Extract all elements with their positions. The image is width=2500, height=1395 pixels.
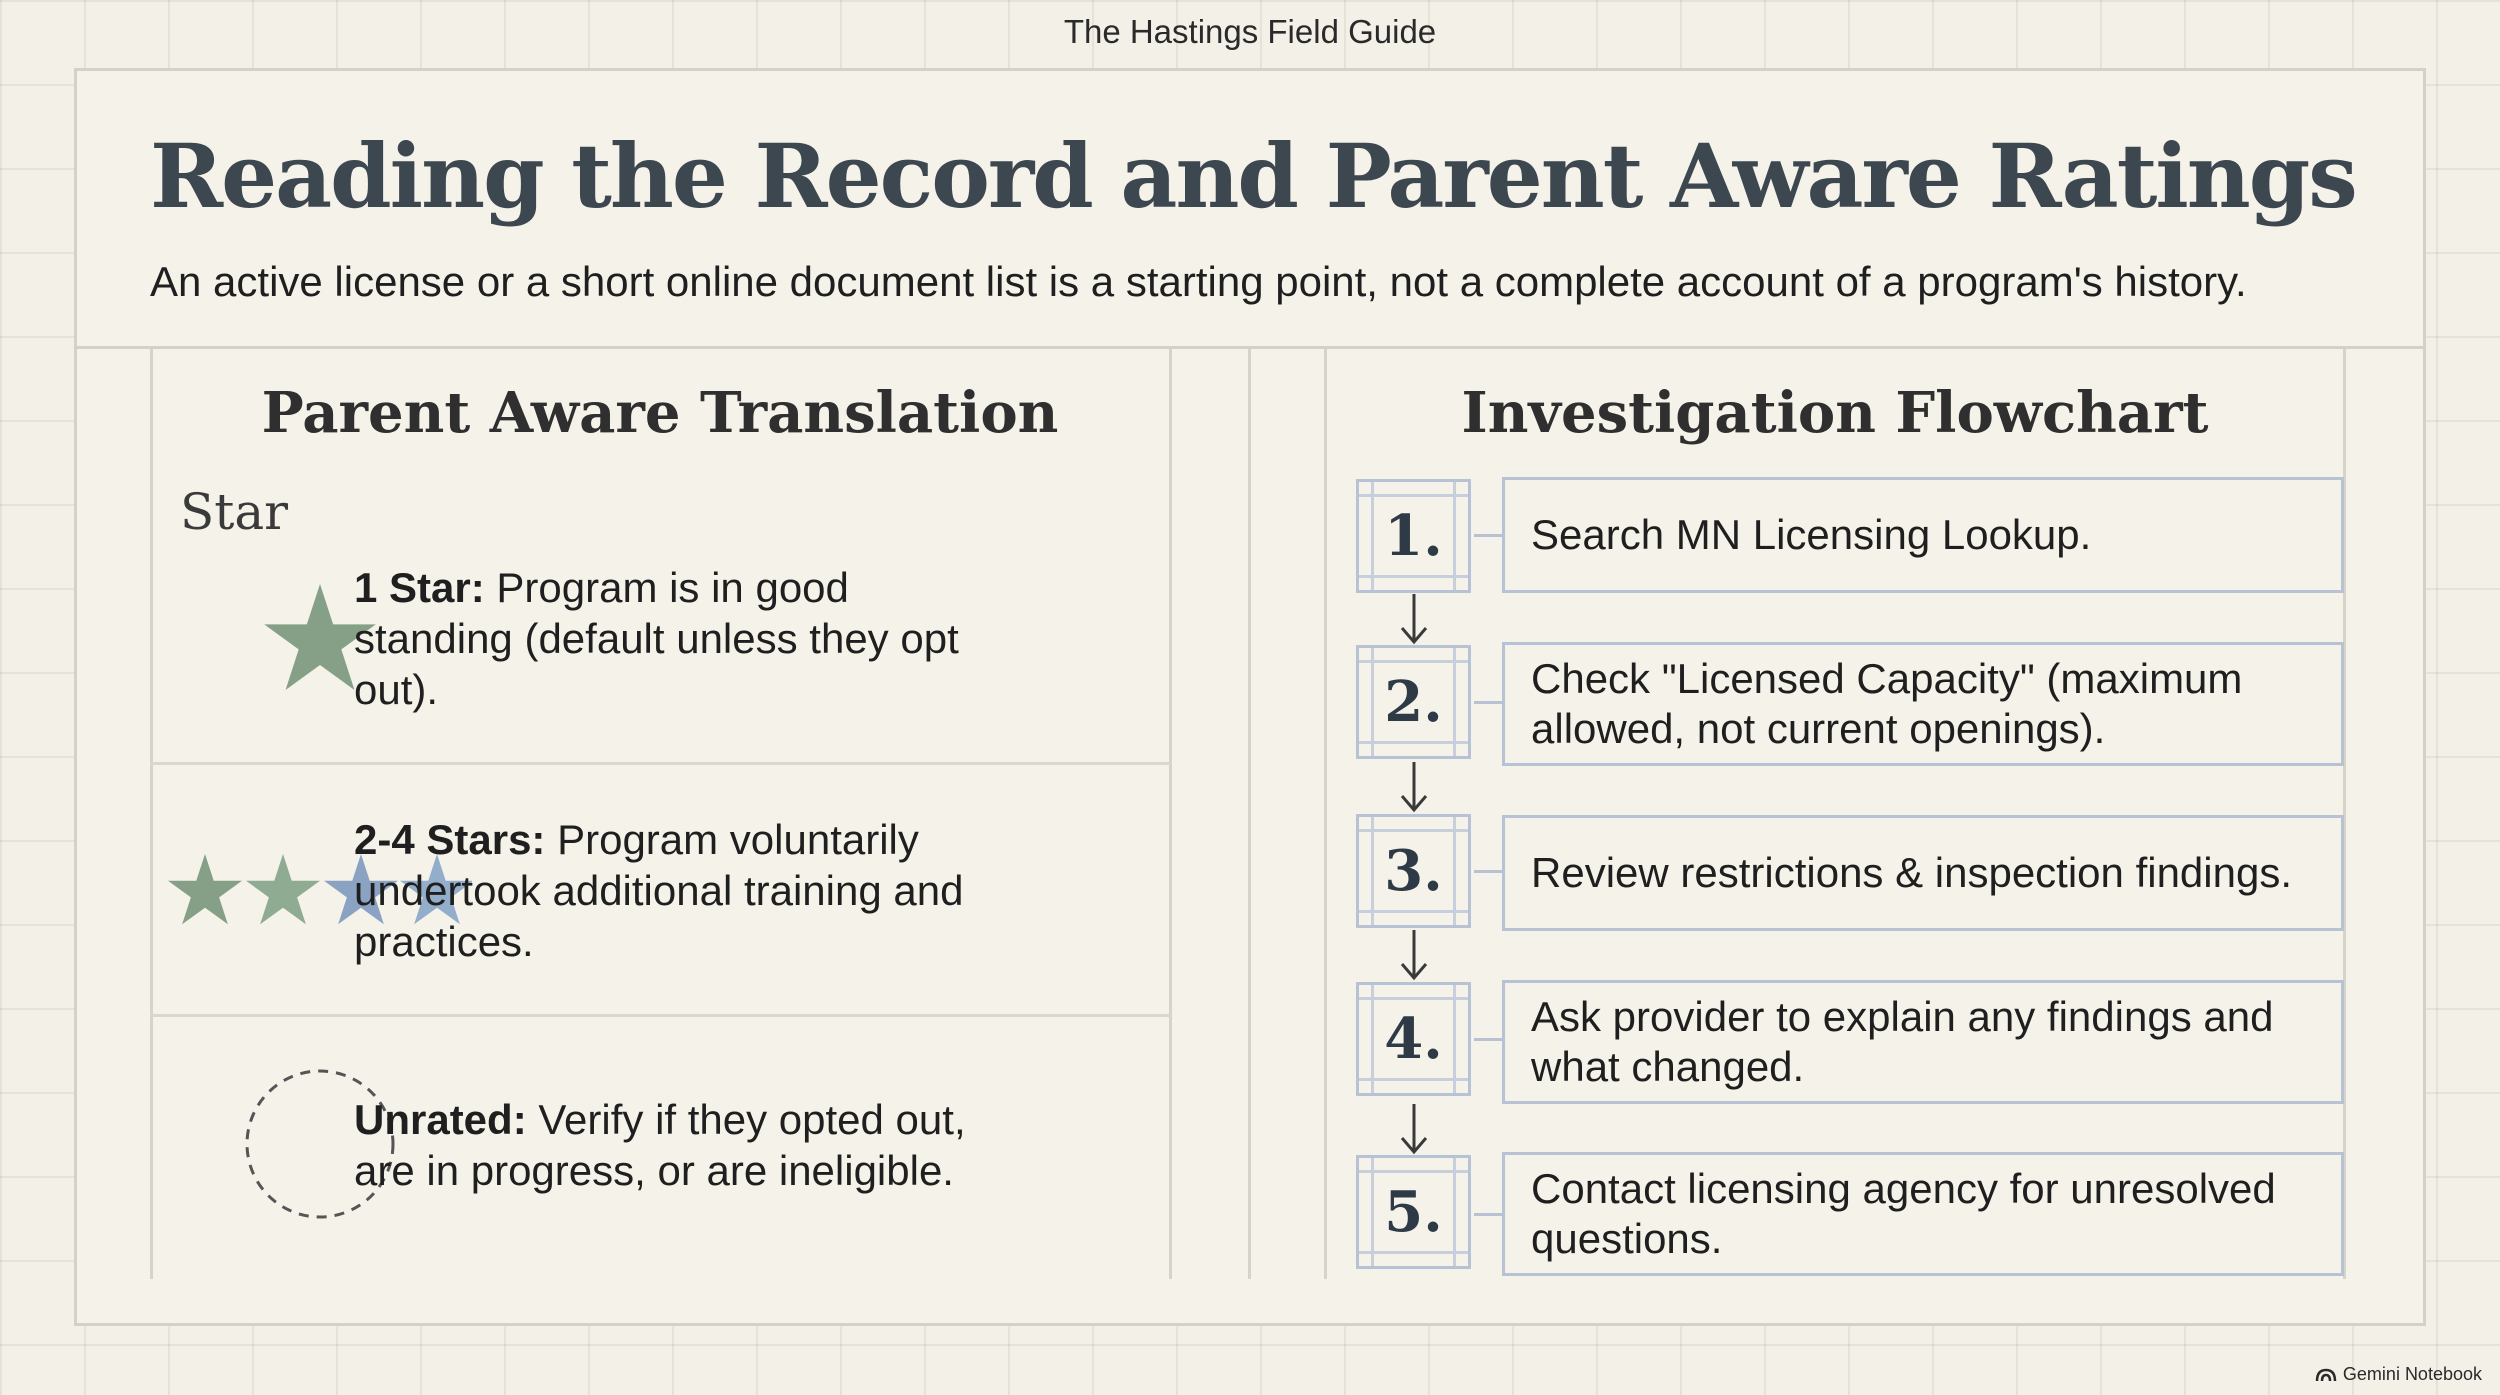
step-2-text: Check "Licensed Capacity" (maximum allowed, not current openings). xyxy=(1531,655,2243,752)
star-column-label: Star xyxy=(180,483,289,541)
step-4-box xyxy=(1502,980,2344,1104)
step-1-connector xyxy=(1474,534,1502,537)
right-panel-border-left xyxy=(1324,349,1327,1279)
step-5-number-box xyxy=(1356,1155,1471,1269)
gemini-notebook-brand xyxy=(2315,1364,2482,1385)
rating-1-star-label: 1 Star: xyxy=(354,564,485,611)
ratings-panel-title: Parent Aware Translation xyxy=(261,380,1059,446)
step-2-number-box xyxy=(1356,645,1471,759)
brand-label: Gemini Notebook xyxy=(2342,1364,2482,1384)
step-3-box xyxy=(1502,815,2344,931)
step-2-box xyxy=(1502,642,2344,766)
step-4-number: 4. xyxy=(1384,1006,1443,1072)
guide-title: The Hastings Field Guide xyxy=(1063,13,1437,50)
step-5-number: 5. xyxy=(1384,1179,1443,1245)
step-2-number: 2. xyxy=(1384,669,1443,735)
page-title: Reading the Record and Parent Aware Ratings xyxy=(150,124,2356,228)
step-4-text: Ask provider to explain any findings and what changed. xyxy=(1531,993,2274,1090)
step-5-connector xyxy=(1474,1213,1502,1216)
step-3-number: 3. xyxy=(1384,838,1443,904)
page-subtitle: An active license or a short online document list is a starting point, not a complete account of a program's history. xyxy=(150,258,2247,305)
rating-2-4-stars-description: Program voluntarily undertook additional training and practices. xyxy=(354,816,964,965)
rating-1-star-text xyxy=(354,562,1014,715)
flowchart-panel-title: Investigation Flowchart xyxy=(1461,380,2209,446)
down-arrow-icon xyxy=(1396,930,1432,982)
step-1-box xyxy=(1502,477,2344,593)
down-arrow-icon xyxy=(1396,762,1432,814)
rating-1-star-description: Program is in good standing (default unless they opt out). xyxy=(354,564,959,713)
down-arrow-icon xyxy=(1396,594,1432,646)
rating-unrated-label: Unrated: xyxy=(354,1096,527,1143)
rating-unrated-text xyxy=(354,1094,1014,1196)
center-divider xyxy=(1248,349,1251,1279)
step-2-connector xyxy=(1474,701,1502,704)
step-1-number: 1. xyxy=(1384,503,1443,569)
step-4-connector xyxy=(1474,1038,1502,1041)
row-divider xyxy=(150,1014,1171,1017)
rating-2-4-stars-text xyxy=(354,814,1014,967)
rating-unrated-description: Verify if they opted out, are in progress, or are ineligible. xyxy=(354,1096,966,1194)
notebook-logo-icon xyxy=(2315,1368,2337,1382)
step-4-number-box xyxy=(1356,982,1471,1096)
step-5-text: Contact licensing agency for unresolved questions. xyxy=(1531,1165,2276,1262)
step-1-number-box xyxy=(1356,479,1471,593)
step-3-connector xyxy=(1474,870,1502,873)
step-3-number box xyxy=(1356,814,1471,928)
step-3-text: Review restrictions & inspection findings. xyxy=(1531,849,2293,896)
down-arrow-icon xyxy=(1396,1104,1432,1156)
step-1-text: Search MN Licensing Lookup. xyxy=(1531,511,2092,558)
rating-2-4-stars-label: 2-4 Stars: xyxy=(354,816,546,863)
step-5-box xyxy=(1502,1152,2344,1276)
